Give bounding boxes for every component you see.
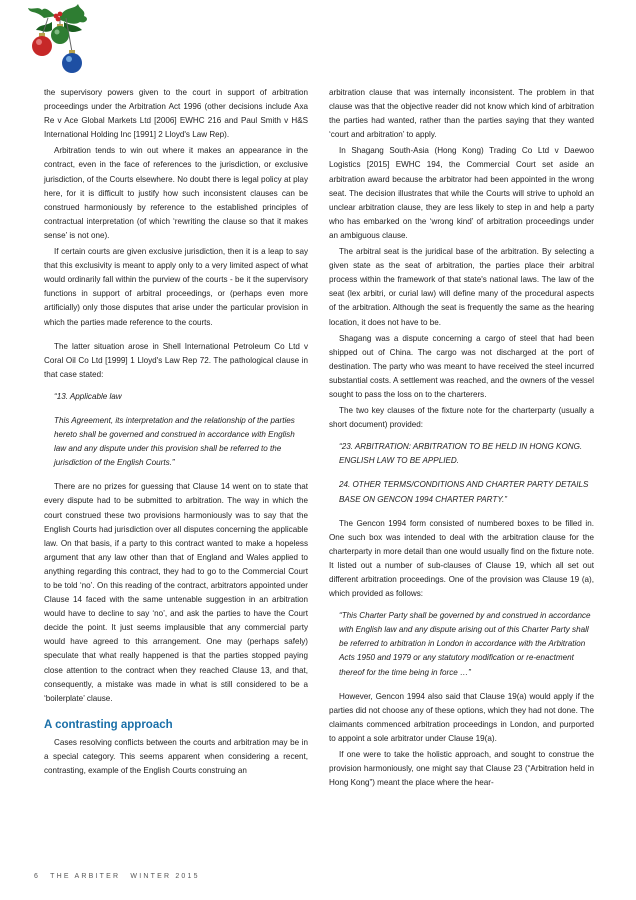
paragraph: The two key clauses of the fixture note for the charterparty (usually a short document) provided: [329,406,594,430]
right-column [329,86,594,792]
publication-name: THE ARBITER [50,873,121,880]
paragraph: There are no prizes for guessing that Clause 14 went on to state that every dispute had to be submitted to arbitration. The way in which the court construed these two provisions harmoniously was to say that the English Courts had jurisdiction over all disputes concerning the applicable law. On that basis, if a party to this contract wanted to make a hopeless argument that any law other than that of England and Wales applied to anything regarding this contract, they had to go to the Commercial Court to be told ‘no’. On this reading of the contract, arbitrators appointed under Clause 14 faced with the same untenable suggestion in an arbitration would have to decline to say ‘no’, and ask the parties to have the Court decide the point. It just seems implausible that any commercial party would have agreed to this arrangement. One may (perhaps safely) speculate that what really happened is that the parties stopped paying close attention to the contract when they reached Clause 13, and that, consequently, a mistake was made in what is still considered to be a ‘boilerplate’ clause. [44,482,308,703]
paragraph: Shagang was a dispute concerning a cargo of steel that had been shipped out of China. The cargo was not discharged at the port of destination. The party who was meant to have received the steel incurred substantial costs. A settlement was reached, and the owners of the vessel sought to pass the loss on to the charterers. [329,333,594,399]
quote-text: 24. OTHER TERMS/CONDITIONS AND CHARTER PARTY DETAILS BASE ON GENCON 1994 CHARTER PARTY.” [339,480,589,504]
paragraph: arbitration clause that was internally inconsistent. The problem in that clause was that the objective reader did not know which kind of arbitration the parties had wanted, rather than the parties saying that they wanted ‘court and arbitration’ to apply. [329,88,594,140]
page-footer [34,873,206,880]
quote-heading: “13. Applicable law [54,391,122,401]
paragraph: In Shagang South-Asia (Hong Kong) Trading Co Ltd v Daewoo Logistics [2015] EWHC 194, the Commercial Court set aside an arbitration award because the arbitrator had been appointed in the wrong seat. The decision illustrates that while the Courts will strive to uphold an unclear arbitration clause, they are less likely to step in and help a party who has embarked on the ‘wrong kind’ of arbitration proceedings under an ambiguous clause. [329,146,594,240]
paragraph: The arbitral seat is the juridical base of the arbitration. By selecting a given state as the seat of arbitration, the parties place their arbitral process within the framework of that state's national laws. The law of the seat (lex arbitri, or curial law) will define many of the procedural aspects of the arbitration. Although the seat is frequently the same as the hearing location, it does not have to be. [329,247,594,327]
paragraph: If one were to take the holistic approach, and sought to construe the provision harmoniously, one might say that Clause 23 (“Arbitration held in Hong Kong”) meant the place where the hear- [329,750,594,788]
section-heading: A contrasting approach [44,718,173,731]
quote-text: “23. ARBITRATION: ARBITRATION TO BE HELD IN HONG KONG. ENGLISH LAW TO BE APPLIED. [339,442,583,466]
paragraph: If certain courts are given exclusive jurisdiction, then it is a leap to say that this exclusivity is meant to apply only to a very limited aspect of what would ordinarily fall within the purview of the courts - be it the supervisory functions in support of arbitral proceedings, or (perhaps even more artificially) only those disputes that arise under the particular provision in which the parties made reference to the courts. [44,247,308,327]
paragraph: Cases resolving conflicts between the courts and arbitration may be in a special category. This seems apparent when considering a recent, contrasting, example of the English Courts construing an [44,737,308,776]
paragraph: the supervisory powers given to the court in support of arbitration proceedings under the Arbitration Act 1996 (other decisions include Axa Re v Ace Global Markets Ltd [2006] EWHC 216 and Paul Smith v H&S International Holding Inc [1991] 2 Lloyd's Law Rep). [44,88,308,140]
paragraph: The Gencon 1994 form consisted of numbered boxes to be filled in. One such box was intended to deal with the arbitration clause for the charterparty in more detail than one would usually find on the fixture note. It listed out a number of sub-clauses of Clause 19, which all set out different arbitration proceedings. One of the provision was Clause 19 (a), which provided as follows: [329,518,594,599]
paragraph: However, Gencon 1994 also said that Clause 19(a) would apply if the parties did not choose any of these options, which they had not done. The claimants commenced arbitration proceedings in London, and purported to appoint a sole arbitrator under Clause 19(a). [329,691,594,743]
clause-quote [54,390,308,470]
issue-label: WINTER 2015 [130,873,200,880]
blue-bauble-icon [62,50,82,73]
red-bauble-icon [32,33,52,56]
clause-quote [339,440,594,506]
paragraph: The latter situation arose in Shell International Petroleum Co Ltd v Coral Oil Co Ltd [1999] 1 Lloyd's Law Rep 72. The pathological clause in that case stated: [44,341,308,379]
paragraph: Arbitration tends to win out where it makes an appearance in the contract, even in the face of references to the jurisdiction, or exclusive jurisdiction, of the Courts elsewhere. No doubt there is legal policy at play here, for it is difficult to justify how such inconsistent clauses can be construed harmoniously by reference to the established principles of contractual interpretation (of which ‘rewriting the clause so that it makes sense’ is not one). [44,146,308,240]
quote-text: “This Charter Party shall be governed by and construed in accordance with English law and any dispute arising out of this Charter Party shall be referred to arbitration in London in accordance with the Arbitration Acts 1950 and 1979 or any statutory modification or re-enactment thereof for the time being in force …” [339,611,591,677]
left-column [44,86,308,780]
christmas-ornament-icon [26,4,96,76]
quote-text: This Agreement, its interpretation and the relationship of the parties hereto shall be governed and construed in accordance with English law and any dispute under this provision shall be referred to the jurisdiction of the English Courts.” [54,415,295,468]
page-number: 6 [34,873,41,880]
clause-quote [339,609,594,679]
